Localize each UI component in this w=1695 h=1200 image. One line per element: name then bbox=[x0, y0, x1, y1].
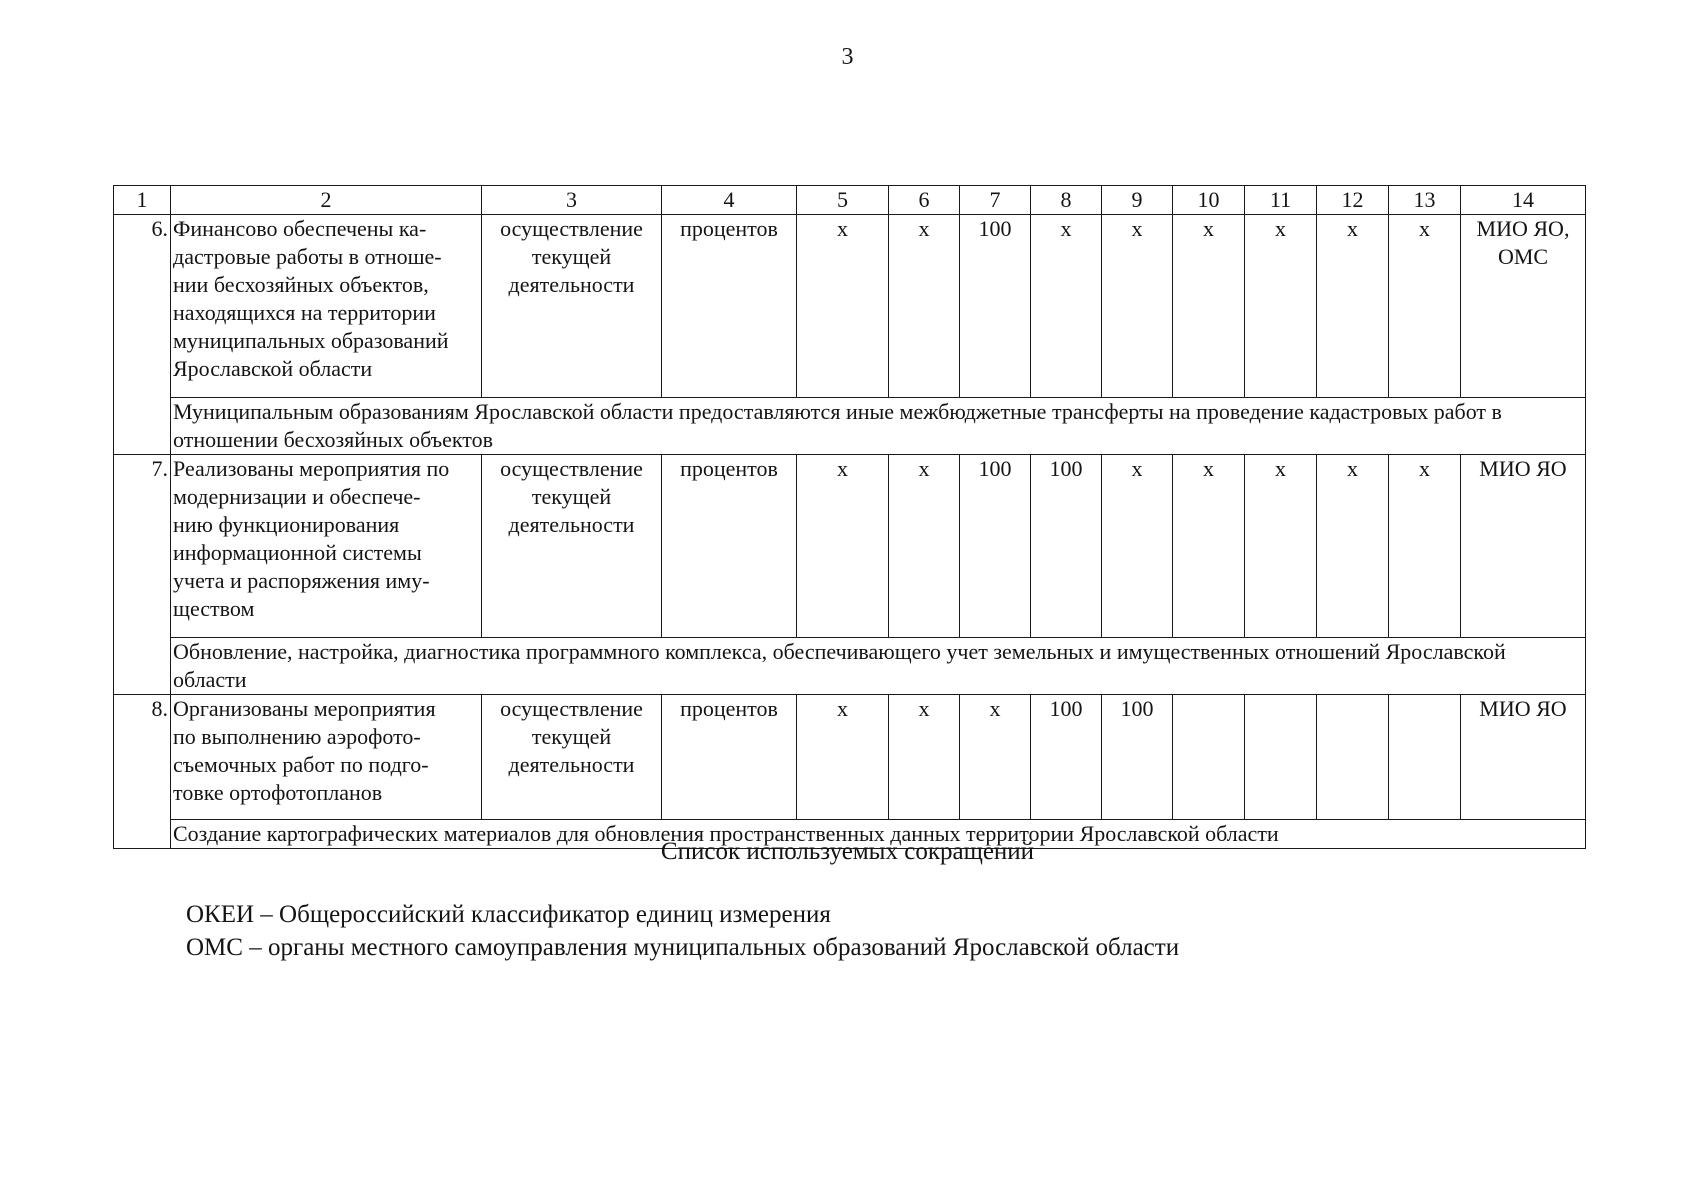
table-header-row bbox=[114, 186, 1586, 215]
indicator-description: Создание картографических материалов для обновления пространственных данных территории Ярославской области bbox=[171, 820, 1586, 849]
abbreviations-list bbox=[186, 898, 1179, 964]
indicator-name: Финансово обеспечены ка- дастровые работы в отноше- нии бесхозяйных объектов, находящихся на территории муниципальных образований Ярославской области bbox=[171, 215, 482, 398]
indicators-table bbox=[113, 185, 1586, 849]
value-cell: х bbox=[1102, 215, 1173, 398]
value-cell: 100 bbox=[1031, 455, 1102, 638]
value-cell bbox=[1173, 695, 1245, 820]
value-cell: х bbox=[889, 455, 960, 638]
value-cell: х bbox=[1245, 455, 1317, 638]
row-number: 8. bbox=[114, 695, 171, 849]
value-cell: 100 bbox=[960, 455, 1031, 638]
abbreviation-item: ОМС – органы местного самоуправления муниципальных образований Ярославской области bbox=[186, 934, 1180, 961]
indicator-description: Муниципальным образованиям Ярославской области предоставляются иные межбюджетные трансферты на проведение кадастровых работ в отношении бесхозяйных объектов bbox=[171, 398, 1586, 455]
page-number: 3 bbox=[841, 44, 854, 70]
header-cell: 14 bbox=[1461, 186, 1586, 215]
header-cell: 6 bbox=[889, 186, 960, 215]
responsible-executor: МИО ЯО bbox=[1461, 695, 1586, 820]
abbreviation-item: ОКЕИ – Общероссийский классификатор единиц измерения bbox=[186, 901, 831, 928]
value-cell: х bbox=[1031, 215, 1102, 398]
header-cell: 12 bbox=[1317, 186, 1389, 215]
table-row-description bbox=[114, 638, 1586, 695]
table-row-description bbox=[114, 398, 1586, 455]
value-cell bbox=[1245, 695, 1317, 820]
abbreviations-title: Список используемых сокращений bbox=[660, 838, 1035, 865]
value-cell: х bbox=[797, 695, 889, 820]
value-cell: 100 bbox=[960, 215, 1031, 398]
value-cell: х bbox=[1173, 215, 1245, 398]
header-cell: 10 bbox=[1173, 186, 1245, 215]
value-cell: х bbox=[960, 695, 1031, 820]
header-cell: 1 bbox=[114, 186, 171, 215]
value-cell bbox=[1389, 695, 1461, 820]
responsible-executor: МИО ЯО, ОМС bbox=[1461, 215, 1586, 398]
indicator-unit: процентов bbox=[662, 455, 797, 638]
row-number: 7. bbox=[114, 455, 171, 695]
value-cell: х bbox=[797, 455, 889, 638]
indicator-description: Обновление, настройка, диагностика программного комплекса, обеспечивающего учет земельных и имущественных отношений Ярославской области bbox=[171, 638, 1586, 695]
header-cell: 13 bbox=[1389, 186, 1461, 215]
value-cell bbox=[1317, 695, 1389, 820]
indicator-basis: осуществление текущей деятельности bbox=[482, 695, 662, 820]
header-cell: 8 bbox=[1031, 186, 1102, 215]
table-row bbox=[114, 215, 1586, 398]
value-cell: х bbox=[1317, 455, 1389, 638]
indicator-name: Реализованы мероприятия по модернизации и обеспече- нию функционирования информационной системы учета и распоряжения иму- ществом bbox=[171, 455, 482, 638]
header-cell: 5 bbox=[797, 186, 889, 215]
indicator-basis: осуществление текущей деятельности bbox=[482, 215, 662, 398]
header-cell: 9 bbox=[1102, 186, 1173, 215]
table-row bbox=[114, 695, 1586, 820]
responsible-executor: МИО ЯО bbox=[1461, 455, 1586, 638]
value-cell: х bbox=[889, 695, 960, 820]
header-cell: 11 bbox=[1245, 186, 1317, 215]
table-row bbox=[114, 455, 1586, 638]
value-cell: х bbox=[1102, 455, 1173, 638]
header-cell: 4 bbox=[662, 186, 797, 215]
row-number: 6. bbox=[114, 215, 171, 455]
header-cell: 3 bbox=[482, 186, 662, 215]
header-cell: 2 bbox=[171, 186, 482, 215]
indicator-unit: процентов bbox=[662, 215, 797, 398]
value-cell: 100 bbox=[1031, 695, 1102, 820]
value-cell: 100 bbox=[1102, 695, 1173, 820]
value-cell: х bbox=[1317, 215, 1389, 398]
indicator-unit: процентов bbox=[662, 695, 797, 820]
indicator-basis: осуществление текущей деятельности bbox=[482, 455, 662, 638]
indicator-name: Организованы мероприятия по выполнению аэрофото- съемочных работ по подго- товке ортофотопланов bbox=[171, 695, 482, 820]
header-cell: 7 bbox=[960, 186, 1031, 215]
value-cell: х bbox=[1245, 215, 1317, 398]
value-cell: х bbox=[1389, 455, 1461, 638]
value-cell: х bbox=[889, 215, 960, 398]
value-cell: х bbox=[1389, 215, 1461, 398]
value-cell: х bbox=[797, 215, 889, 398]
value-cell: х bbox=[1173, 455, 1245, 638]
